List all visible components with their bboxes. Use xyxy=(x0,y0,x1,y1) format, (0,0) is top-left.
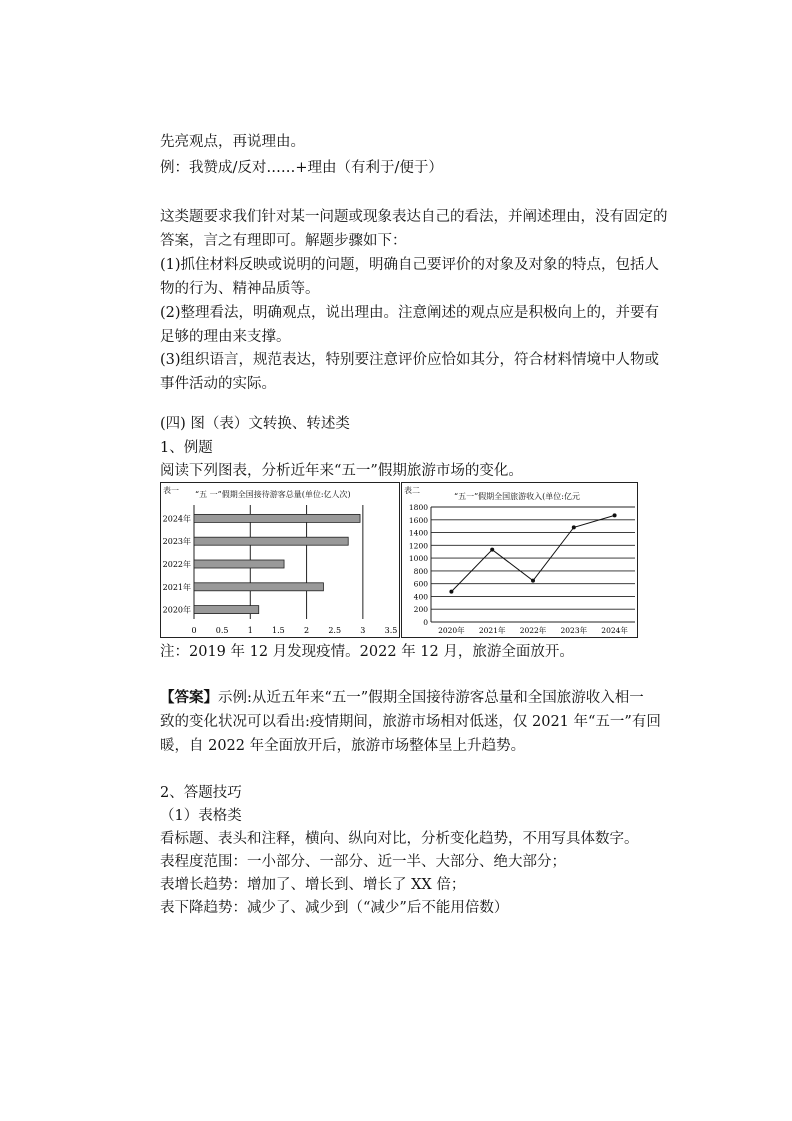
sub-heading: 2、答题技巧 xyxy=(160,785,242,801)
x-tick-label: 1 xyxy=(247,626,253,635)
chart-one-svg xyxy=(161,483,399,637)
y-tick-label: 2022年 xyxy=(162,560,191,569)
x-tick-label: 2021年 xyxy=(478,626,506,635)
paragraph-line: 答案，言之有理即可。解题步骤如下： xyxy=(160,233,407,249)
tip-line: 看标题、表头和注释，横向、纵向对比，分析变化趋势，不用写具体数字。 xyxy=(160,831,639,847)
tip-line: 表程度范围：一小部分、一部分、近一半、大部分、绝大部分； xyxy=(160,854,566,870)
chart-one-tag: 表一 xyxy=(163,486,179,495)
data-point xyxy=(490,548,494,552)
data-point xyxy=(572,525,576,529)
x-tick-label: 2022年 xyxy=(519,626,547,635)
x-tick-label: 3 xyxy=(360,626,366,635)
y-tick-label: 400 xyxy=(413,592,428,602)
y-tick-label: 600 xyxy=(413,579,428,589)
answer-text: 示例:从近五年来“五一”假期全国接待游客总量和全国旅游收入相一 xyxy=(218,690,644,706)
chart-two-title: “五一”假期全国旅游收入(单位:亿元 xyxy=(454,492,580,501)
x-tick-label: 1.5 xyxy=(272,626,285,635)
sub-heading: 1、例题 xyxy=(160,440,213,456)
chart-two xyxy=(401,482,638,638)
paragraph-line: 这类题要求我们针对某一问题或现象表达自己的看法，并阐述理由，没有固定的 xyxy=(160,209,668,225)
x-tick-label: 3.5 xyxy=(384,626,398,635)
answer-tag: 【答案】 xyxy=(160,689,218,706)
y-tick-label: 2023年 xyxy=(162,537,191,547)
y-tick-label: 1600 xyxy=(408,515,428,525)
y-tick-label: 2020年 xyxy=(162,605,191,615)
answer-line xyxy=(160,687,644,709)
bar xyxy=(194,560,284,568)
y-tick-label: 2024年 xyxy=(162,514,191,524)
x-tick-label: 2024年 xyxy=(601,626,628,635)
bar xyxy=(194,514,360,522)
x-tick-label: 2023年 xyxy=(560,626,588,635)
step-line: (1)抓住材料反映或说明的问题，明确自己要评价的对象及对象的特点，包括人 xyxy=(160,257,660,273)
tip-line: 表增长趋势：增加了、增长到、增长了 XX 倍； xyxy=(160,877,466,893)
data-point xyxy=(449,590,453,594)
text-line: 先亮观点，再说理由。 xyxy=(160,134,305,150)
charts-area xyxy=(160,482,638,638)
step-line: 物的行为、精神品质等。 xyxy=(160,281,320,297)
x-tick-label: 2020年 xyxy=(438,626,465,635)
y-tick-label: 1200 xyxy=(408,541,428,551)
bar xyxy=(194,537,348,545)
tip-line: （1）表格类 xyxy=(160,808,242,824)
y-tick-label: 200 xyxy=(413,605,428,615)
y-tick-label: 1400 xyxy=(408,528,428,538)
y-tick-label: 1800 xyxy=(408,503,428,512)
bar xyxy=(194,606,259,614)
chart-two-tag: 表二 xyxy=(404,486,420,495)
data-point xyxy=(531,579,535,583)
x-tick-label: 2 xyxy=(304,626,310,635)
prompt-line: 阅读下列图表，分析近年来“五一”假期旅游市场的变化。 xyxy=(160,463,523,479)
chart-two-svg xyxy=(402,483,637,637)
text-line: 例：我赞成/反对……+理由（有利于/便于） xyxy=(160,160,443,176)
section-heading: (四) 图（表）文转换、转述类 xyxy=(160,416,350,432)
x-tick-label: 0.5 xyxy=(215,626,229,635)
y-tick-label: 2021年 xyxy=(162,582,191,592)
y-tick-label: 0 xyxy=(423,618,428,627)
x-tick-label: 0 xyxy=(191,626,197,635)
y-tick-label: 1000 xyxy=(408,554,428,564)
data-point xyxy=(613,513,617,517)
answer-line: 暖，自 2022 年全面放开后，旅游市场整体呈上升趋势。 xyxy=(160,738,526,754)
step-line: (3)组织语言，规范表达，特别要注意评价应恰如其分，符合材料情境中人物或 xyxy=(160,352,660,368)
chart-one-title: “五 一”假期全国接待游客总量(单位:亿人次) xyxy=(195,490,351,499)
y-tick-label: 800 xyxy=(413,566,428,576)
chart-one xyxy=(160,482,400,638)
tip-line: 表下降趋势：减少了、减少到（“减少”后不能用倍数） xyxy=(160,900,509,916)
note-line: 注：2019 年 12 月发现疫情。2022 年 12 月，旅游全面放开。 xyxy=(160,644,574,660)
step-line: (2)整理看法，明确观点，说出理由。注意阐述的观点应是积极向上的，并要有 xyxy=(160,305,660,321)
step-line: 足够的理由来支撑。 xyxy=(160,329,291,345)
answer-line: 致的变化状况可以看出:疫情期间，旅游市场相对低迷，仅 2021 年“五一”有回 xyxy=(160,714,661,730)
step-line: 事件活动的实际。 xyxy=(160,376,276,392)
x-tick-label: 2.5 xyxy=(328,626,342,635)
bar xyxy=(194,583,323,591)
